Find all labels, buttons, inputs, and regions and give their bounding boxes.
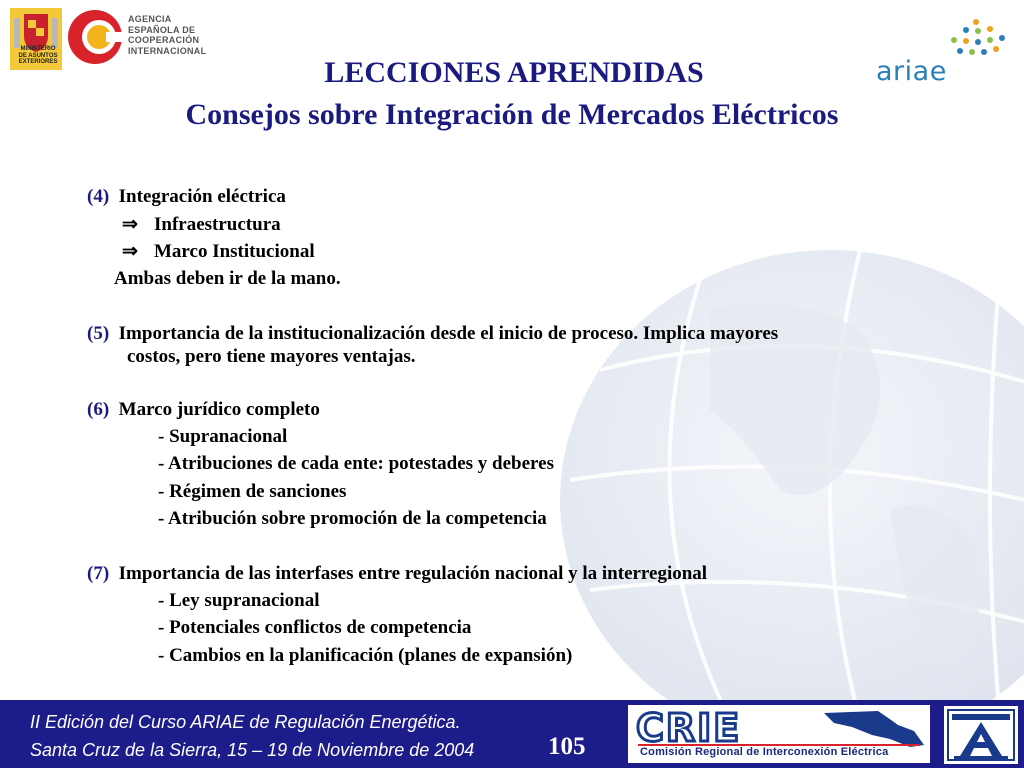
aecid-line: ESPAÑOLA DE [128,24,196,35]
item-7-sub: - Potenciales conflictos de competencia [158,617,472,638]
ariae-logo-text: ariae [876,56,947,87]
item-number: (4) [87,186,110,207]
slide-subtitle: Consejos sobre Integración de Mercados Eléctricos [185,98,839,131]
ministry-line: MINISTERIO [20,46,56,52]
item-text: Importancia de las interfases entre regulación nacional y la interregional [118,563,708,584]
item-number: (6) [87,399,110,420]
sub-text: Infraestructura [154,214,281,235]
aecid-line: INTERNACIONAL [128,45,207,56]
item-7-heading [87,563,707,585]
item-number: (5) [87,323,110,344]
ministry-line: EXTERIORES [18,59,58,65]
item-6-sub: - Supranacional [158,426,288,447]
footer-location-date: Santa Cruz de la Sierra, 15 – 19 de Noviembre de 2004 [30,740,475,760]
footer-course-name: II Edición del Curso ARIAE de Regulación Energética. [30,712,461,732]
crie-logo-text: CRIE [636,706,742,750]
item-6-sub: - Atribución sobre promoción de la competencia [158,508,547,529]
implies-arrow-icon: ⇒ [122,214,138,235]
aecid-line: AGENCIA [128,14,172,24]
slide-title-text: LECCIONES APRENDIDAS [324,56,704,89]
item-7-sub: - Cambios en la planificación (planes de expansión) [158,645,573,666]
item-4-heading [87,186,286,208]
sub-text: Marco Institucional [154,241,315,262]
a-emblem-logo [944,706,1018,764]
aecid-name [128,14,206,56]
item-6-sub: - Régimen de sanciones [158,481,347,502]
ministry-line: DE ASUNTOS [18,52,58,59]
item-4-sub-1 [122,213,281,236]
item-4-note: Ambas deben ir de la mano. [114,268,341,289]
globe-background [560,250,1024,720]
item-text: Importancia de la institucionalización desde el inicio de proceso. Implica mayores [118,323,779,344]
aecid-line: COOPERACIÓN [128,35,200,45]
item-7-sub: - Ley supranacional [158,590,320,611]
item-text: Integración eléctrica [118,186,286,207]
item-5-line-1 [87,323,778,345]
item-6-heading [87,399,320,421]
item-6-sub: - Atribuciones de cada ente: potestades y deberes [158,453,554,474]
slide-title [0,56,1024,90]
page-number: 105 [548,733,586,760]
implies-arrow-icon: ⇒ [122,241,138,262]
item-text: Marco jurídico completo [118,399,320,420]
crie-caption: Comisión Regional de Interconexión Eléctrica [640,746,889,758]
item-4-sub-2 [122,240,315,263]
item-5-line-2: costos, pero tiene mayores ventajas. [127,346,416,367]
item-number: (7) [87,563,110,584]
